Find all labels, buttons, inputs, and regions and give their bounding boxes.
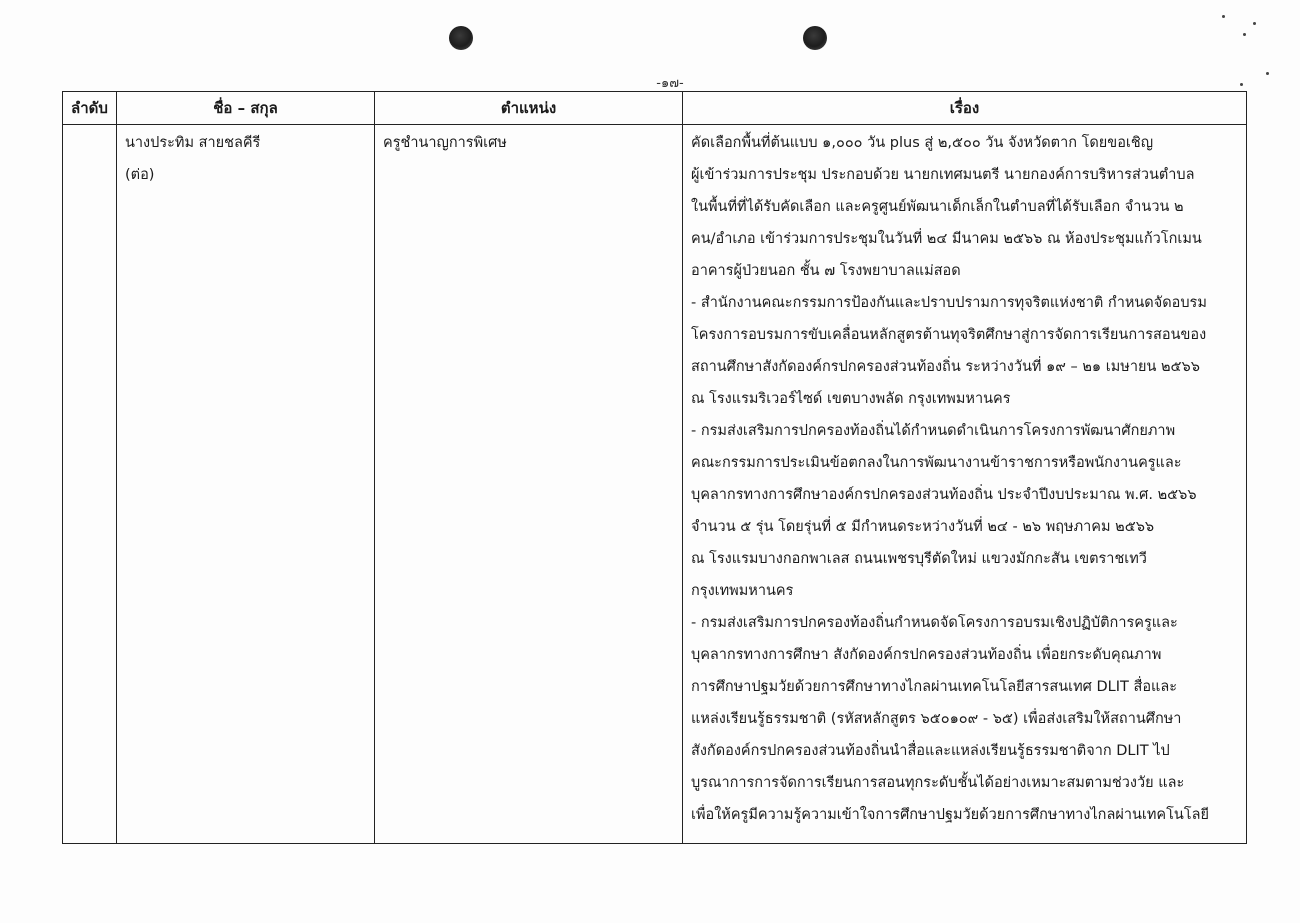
scan-speck [1253,22,1256,25]
table-header-row [63,92,1247,125]
subject-line: บุคลากรทางการศึกษา สังกัดองค์กรปกครองส่วนท้องถิ่น เพื่อยกระดับคุณภาพ [691,647,1162,663]
cell-name [117,125,375,844]
person-name: นางประทิม สายชลคีรี [125,135,261,151]
subject-line: คน/อำเภอ เข้าร่วมการประชุมในวันที่ ๒๔ มีนาคม ๒๕๖๖ ณ ห้องประชุมแก้วโกเมน [691,231,1202,247]
subject-line: ณ โรงแรมริเวอร์ไซด์ เขตบางพลัด กรุงเทพมหานคร [691,391,1011,407]
scan-speck [1266,72,1269,75]
subject-line: เพื่อให้ครูมีความรู้ความเข้าใจการศึกษาปฐมวัยด้วยการศึกษาทางไกลผ่านเทคโนโลยี [691,807,1209,823]
subject-line: คณะกรรมการประเมินข้อตกลงในการพัฒนางานข้าราชการหรือพนักงานครูและ [691,455,1182,471]
header-subject: เรื่อง [683,92,1247,125]
subject-line: บุคลากรทางการศึกษาองค์กรปกครองส่วนท้องถิ่น ประจำปีงบประมาณ พ.ศ. ๒๕๖๖ [691,487,1197,503]
scan-speck [1222,15,1225,18]
subject-line: สถานศึกษาสังกัดองค์กรปกครองส่วนท้องถิ่น ระหว่างวันที่ ๑๙ – ๒๑ เมษายน ๒๕๖๖ [691,359,1200,375]
punch-hole-left [449,26,473,50]
table-row [63,125,1247,844]
cell-subject [683,125,1247,844]
subject-line: อาคารผู้ป่วยนอก ชั้น ๗ โรงพยาบาลแม่สอด [691,263,961,279]
scan-speck [1240,83,1243,86]
subject-line: กรุงเทพมหานคร [691,583,794,599]
subject-line: แหล่งเรียนรู้ธรรมชาติ (รหัสหลักสูตร ๖๕๐๑๐๙ - ๖๕) เพื่อส่งเสริมให้สถานศึกษา [691,711,1182,727]
subject-line: - สำนักงานคณะกรรมการป้องกันและปราบปรามการทุจริตแห่งชาติ กำหนดจัดอบรม [691,295,1207,311]
header-position: ตำแหน่ง [375,92,683,125]
subject-line: โครงการอบรมการขับเคลื่อนหลักสูตรต้านทุจริตศึกษาสู่การจัดการเรียนการสอนของ [691,327,1207,343]
subject-line: - กรมส่งเสริมการปกครองท้องถิ่นกำหนดจัดโครงการอบรมเชิงปฏิบัติการครูและ [691,615,1178,631]
subject-line: จำนวน ๕ รุ่น โดยรุ่นที่ ๕ มีกำหนดระหว่างวันที่ ๒๔ - ๒๖ พฤษภาคม ๒๕๖๖ [691,519,1155,535]
position-title: ครูชำนาญการพิเศษ [383,135,507,151]
punch-hole-right [803,26,827,50]
subject-line: ผู้เข้าร่วมการประชุม ประกอบด้วย นายกเทศมนตรี นายกองค์การบริหารส่วนตำบล [691,167,1195,183]
page-number: -๑๗- [656,76,684,91]
cell-order [63,125,117,844]
subject-line: - กรมส่งเสริมการปกครองท้องถิ่นได้กำหนดดำเนินการโครงการพัฒนาศักยภาพ [691,423,1176,439]
cell-position [375,125,683,844]
continued-note: (ต่อ) [125,167,155,183]
subject-line: การศึกษาปฐมวัยด้วยการศึกษาทางไกลผ่านเทคโนโลยีสารสนเทศ DLIT สื่อและ [691,679,1178,695]
subject-line: บูรณาการการจัดการเรียนการสอนทุกระดับชั้นได้อย่างเหมาะสมตามช่วงวัย และ [691,775,1185,791]
header-order: ลำดับ [63,92,117,125]
header-name: ชื่อ – สกุล [117,92,375,125]
scan-speck [1243,33,1246,36]
subject-line: สังกัดองค์กรปกครองส่วนท้องถิ่นนำสื่อและแหล่งเรียนรู้ธรรมชาติจาก DLIT ไป [691,743,1170,759]
subject-line: คัดเลือกพื้นที่ต้นแบบ ๑,๐๐๐ วัน plus สู่ ๒,๕๐๐ วัน จังหวัดตาก โดยขอเชิญ [691,135,1154,151]
personnel-table [62,91,1247,844]
subject-line: ณ โรงแรมบางกอกพาเลส ถนนเพชรบุรีตัดใหม่ แขวงมักกะสัน เขตราชเทวี [691,551,1147,567]
subject-line: ในพื้นที่ที่ได้รับคัดเลือก และครูศูนย์พัฒนาเด็กเล็กในตำบลที่ได้รับเลือก จำนวน ๒ [691,199,1184,215]
